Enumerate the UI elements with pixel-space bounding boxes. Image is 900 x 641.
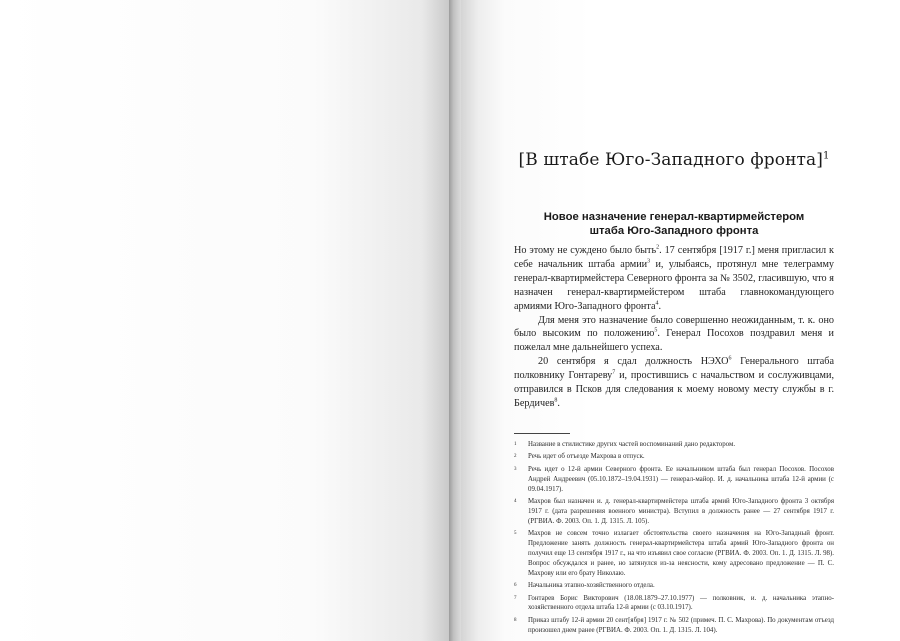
footnote-text: Махров не совсем точно излагает обстоятельства своего назначения на Юго-Западный фронт. Предложение занять должность генерал-квартирмейстера штаба армий Юго-Западного фронта он получил еще 13 сентября 1917 г., на что изъявил свое согласие (РГВИА. Ф. 2003. Оп. 1. Д. 1315. Л. 98). Вопрос обсуждался и ранее, но затянулся из-за неясности, кому адресовано предложение — П. С. Махрову или его брату Николаю. xyxy=(528,530,834,577)
footnote-text: Речь идет о 12-й армии Северного фронта. Ее начальником штаба был генерал Посохов. Посохов Андрей Андреевич (05.10.1872–19.04.1931) — генерал-майор. И. д. начальника штаба 12-й армии (с 09.04.1917). xyxy=(528,465,834,493)
footnote-text: Махров был назначен и. д. генерал-квартирмейстера штаба армий Юго-Западного фронта 3 октября 1917 г. (дата разрешения военного министра). Вступил в должность ранее — 27 сентября 1917 г. (РГВИА. Ф. 2003. Оп. 1. Д. 1315. Л. 105). xyxy=(528,497,834,525)
chapter-footnote-ref: 1 xyxy=(822,150,830,162)
footnote-ref-3: 3 xyxy=(647,258,651,265)
footnote xyxy=(514,594,834,614)
footnote-ref-4: 4 xyxy=(655,300,659,307)
text-run: . Генерал Посохов поздравил меня и пожелал мне дальнейшего успеха. xyxy=(514,328,834,354)
section-title-line-1: Новое назначение генерал-квартирмейстером xyxy=(543,211,805,223)
footnote-text: Название в стилистике других частей воспоминаний дано редактором. xyxy=(528,440,736,448)
paragraph-2 xyxy=(514,314,834,356)
footnotes xyxy=(514,440,834,636)
footnote-number: 8 xyxy=(514,617,517,623)
paragraph-3 xyxy=(514,355,834,411)
footnote xyxy=(514,452,834,462)
right-page xyxy=(461,0,900,641)
chapter-title-text: [В штабе Юго-Западного фронта] xyxy=(518,150,823,170)
text-run: Для меня это назначение было совершенно неожиданным, т. к. оно было высоким по положению xyxy=(514,314,834,340)
text-run: Генерального штаба полковнику Гонтареву xyxy=(514,356,834,382)
footnote xyxy=(514,497,834,527)
page-content xyxy=(514,150,834,638)
text-run: Но этому не суждено было быть xyxy=(514,245,657,256)
text-run: и, простившись с начальством и сослуживцами, отправился в Псков для следования к моему новому месту службы в г. Бердичев xyxy=(514,370,834,409)
footnote-text: Речь идет об отъезде Махрова в отпуск. xyxy=(528,453,645,461)
chapter-title xyxy=(514,150,834,170)
footnote-number: 7 xyxy=(514,595,517,601)
body-text xyxy=(514,244,834,411)
left-page xyxy=(0,0,449,641)
text-run: 20 сентября я сдал должность НЭХО xyxy=(538,356,729,368)
footnote-number: 5 xyxy=(514,531,517,537)
footnote-ref-8: 8 xyxy=(554,397,558,404)
book-gutter xyxy=(449,0,461,641)
text-run: и, улыбаясь, протянул мне телеграмму генерал-квартирмейстера Северного фронта за № 3502, гласившую, что я назначен генерал-квартирмейстером штаба главнокомандующего армиями Юго-Западного фронта xyxy=(514,258,834,312)
footnote-number: 3 xyxy=(514,466,517,472)
footnote-ref-7: 7 xyxy=(612,369,616,376)
footnote xyxy=(514,581,834,591)
text-run: . xyxy=(658,300,662,312)
footnote xyxy=(514,440,834,450)
footnote-ref-6: 6 xyxy=(728,355,732,362)
paragraph-1 xyxy=(514,244,834,314)
footnote-number: 6 xyxy=(514,583,517,589)
footnote-number: 4 xyxy=(514,498,517,504)
footnote-divider xyxy=(514,433,570,434)
section-title xyxy=(514,210,834,238)
footnote xyxy=(514,616,834,636)
footnote-number: 2 xyxy=(514,454,517,460)
footnote-text: Гонтарев Борис Викторович (18.08.1879–27.10.1977) — полковник, и. д. начальника этапно-хозяйственного отдела штаба 12-й армии (с 03.10.1917). xyxy=(528,594,834,612)
footnote xyxy=(514,529,834,579)
footnote-ref-2: 2 xyxy=(656,244,660,251)
text-run: . xyxy=(557,397,560,409)
section-title-line-2: штаба Юго-Западного фронта xyxy=(589,225,759,237)
text-run: . 17 сентября [1917 г.] меня пригласил к себе начальник штаба армии xyxy=(514,245,834,270)
footnote xyxy=(514,465,834,495)
footnote-ref-5: 5 xyxy=(654,328,658,335)
footnote-text: Начальника этапно-хозяйственного отдела. xyxy=(528,582,655,590)
footnote-text: Приказ штабу 12-й армии 20 сент[ября] 1917 г. № 502 (примеч. П. С. Махрова). По документам отъезд произошел днем ранее (РГВИА. Ф. 2003. Оп. 1. Д. 1315. Л. 104). xyxy=(528,616,834,634)
footnote-number: 1 xyxy=(514,441,517,447)
